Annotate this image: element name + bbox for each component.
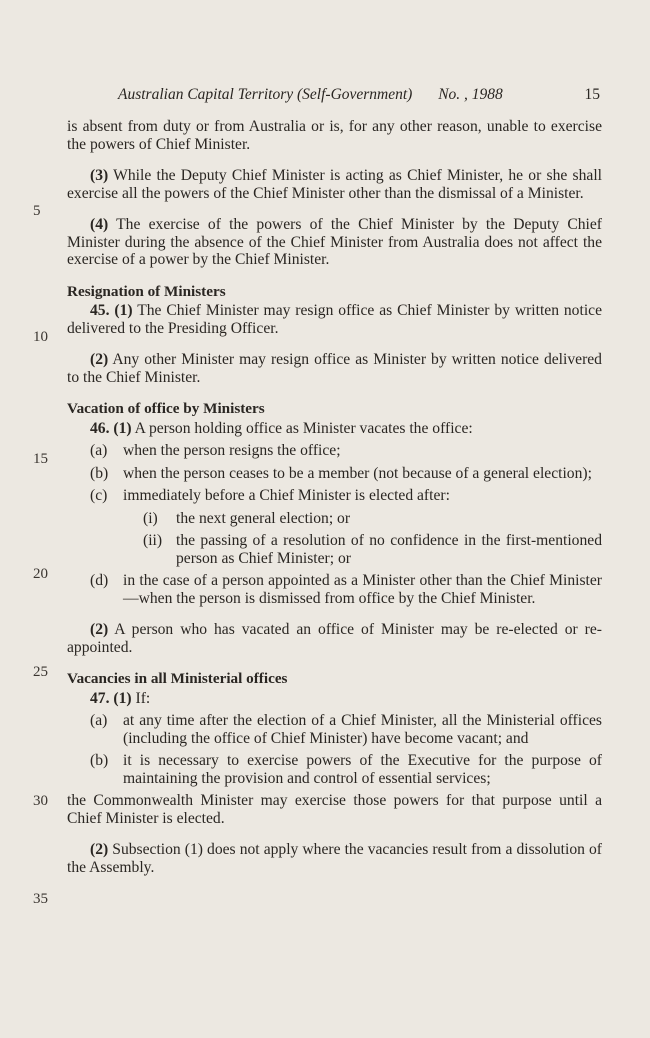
subsection-text: The Chief Minister may resign office as Chief Minister by written notice delivered to the Presiding Officer. [67, 302, 602, 337]
subsection-text: The exercise of the powers of the Chief Minister by the Deputy Chief Minister during the absence of the Chief Minister from Australia does not affect the exercise of a power by the Chief Minister. [67, 216, 602, 268]
page-number: 15 [584, 86, 600, 103]
paragraph-text: in the case of a person appointed as a Minister other than the Chief Minister—when the person is dismissed from office by the Chief Minister. [123, 572, 602, 607]
subsection-number: (1) [113, 419, 132, 437]
paragraph-text: it is necessary to exercise powers of the Executive for the purpose of maintaining the provision and control of essential services; [123, 752, 602, 787]
section-heading-46: Vacation of office by Ministers [67, 400, 265, 417]
paragraph-text: when the person ceases to be a member (not because of a general election); [123, 464, 592, 482]
subsection-text: If: [135, 689, 151, 707]
section-47-1 [67, 690, 602, 708]
subsection-number: (3) [90, 167, 109, 184]
subsection-number: (2) [90, 841, 109, 858]
act-number: No. , 1988 [438, 86, 503, 103]
subparagraph-46-c-ii [67, 532, 602, 567]
paragraph-46-c [67, 487, 602, 505]
paragraph-label: (a) [90, 442, 108, 459]
line-number-10: 10 [33, 329, 48, 345]
section-45-2 [67, 351, 602, 386]
line-number-20: 20 [33, 566, 48, 582]
subsection-number: (2) [90, 351, 109, 368]
subsection-number: (2) [90, 621, 109, 638]
subsection-text: A person who has vacated an office of Minister may be re-elected or re-appointed. [67, 621, 602, 656]
subsection-text: A person holding office as Minister vacates the office: [134, 419, 473, 437]
paragraph-label: (d) [90, 572, 109, 589]
paragraph-label: (c) [90, 487, 108, 504]
subsection-number: (1) [113, 689, 132, 707]
subsection-text: While the Deputy Chief Minister is acting as Chief Minister, he or she shall exercise all the powers of the Chief Minister other than the dismissal of a Minister. [67, 167, 603, 202]
continued-paragraph: is absent from duty or from Australia or is, for any other reason, unable to exercise the powers of Chief Minister. [67, 118, 602, 153]
line-number-25: 25 [33, 664, 48, 680]
paragraph-label: (b) [90, 752, 109, 769]
line-number-35: 35 [33, 891, 48, 907]
document-body [67, 118, 602, 890]
subsection-text: Subsection (1) does not apply where the vacancies result from a dissolution of the Assembly. [67, 841, 602, 876]
paragraph-47-a [67, 712, 602, 747]
paragraph-text: immediately before a Chief Minister is elected after: [123, 487, 450, 504]
line-number-15: 15 [33, 451, 48, 467]
running-title: Australian Capital Territory (Self-Government) [118, 86, 413, 103]
section-47-2 [67, 841, 602, 876]
subsection-3 [67, 167, 602, 202]
subsection-text: Any other Minister may resign office as Minister by written notice delivered to the Chief Minister. [67, 351, 602, 386]
line-number-5: 5 [33, 203, 41, 219]
section-45-1 [67, 302, 602, 337]
subsection-number: (4) [90, 216, 109, 233]
paragraph-46-b [67, 465, 602, 483]
section-number: 45. [90, 302, 110, 319]
section-46-1 [67, 420, 602, 438]
line-number-30: 30 [33, 793, 48, 809]
subparagraph-46-c-i [67, 510, 602, 528]
section-heading-47: Vacancies in all Ministerial offices [67, 670, 288, 687]
subparagraph-text: the next general election; or [176, 509, 351, 527]
running-header [118, 86, 600, 104]
section-number: 46. [90, 419, 110, 437]
paragraph-text: at any time after the election of a Chief Minister, all the Ministerial offices (including the office of Chief Minister) have become vacant; and [123, 712, 602, 747]
paragraph-46-d [67, 572, 602, 607]
paragraph-label: (b) [90, 464, 109, 482]
subparagraph-label: (i) [143, 509, 158, 527]
section-47-tail: the Commonwealth Minister may exercise those powers for that purpose until a Chief Minister is elected. [67, 792, 602, 827]
subparagraph-label: (ii) [143, 532, 163, 549]
subsection-4 [67, 216, 602, 269]
subsection-number: (1) [114, 302, 133, 319]
section-46-2 [67, 621, 602, 656]
section-number: 47. [90, 689, 110, 707]
subparagraph-text: the passing of a resolution of no confidence in the first-mentioned person as Chief Minister; or [176, 532, 602, 567]
section-heading-45: Resignation of Ministers [67, 282, 226, 300]
paragraph-text: when the person resigns the office; [123, 442, 341, 459]
paragraph-46-a [67, 442, 602, 460]
paragraph-47-b [67, 752, 602, 787]
paragraph-label: (a) [90, 712, 108, 729]
